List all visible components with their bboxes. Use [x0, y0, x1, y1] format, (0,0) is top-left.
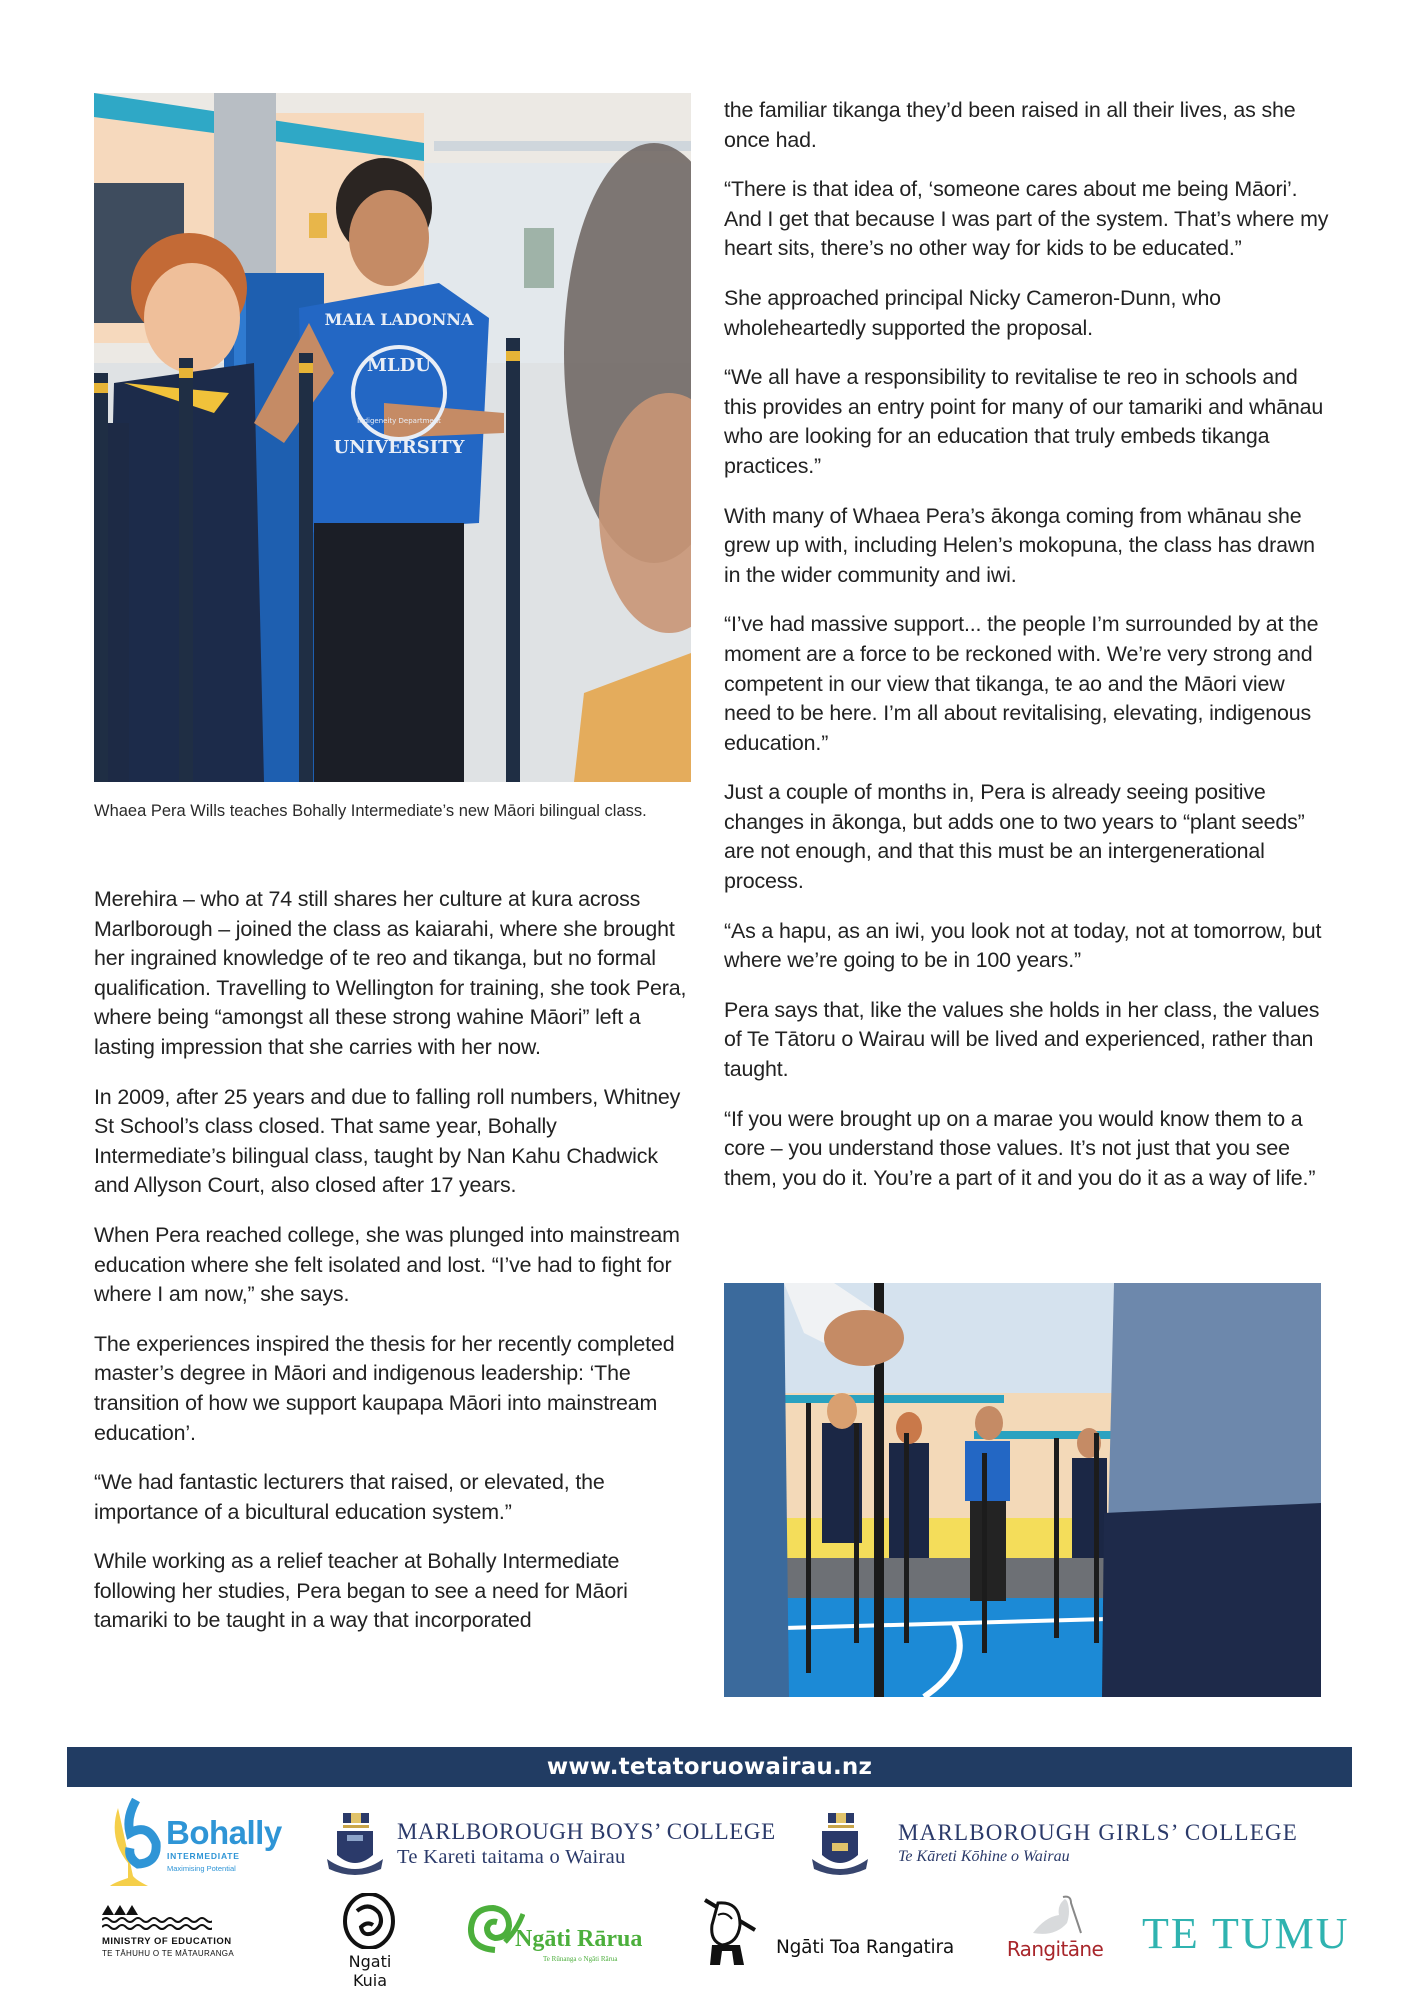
- paragraph: “There is that idea of, ‘someone cares about me being Māori’. And I get that because I was part of the system. That’s where my heart sits, there’s no other way for kids to be educated.”: [724, 177, 1329, 261]
- bohally-intermediate-logo: [108, 1798, 288, 1888]
- rangitane-logo: [1005, 1893, 1105, 1973]
- article-right-column: [724, 96, 1334, 1213]
- article-left-column: [94, 885, 694, 1656]
- ngati-rarua-sub: Te Rūnanga o Ngāti Rārua: [543, 1955, 618, 1963]
- paragraph: With many of Whaea Pera’s ākonga coming from whānau she grew up with, including Helen’s mokopuna, the class has drawn in the wider community and iwi.: [724, 503, 1315, 587]
- class-circle-photo: [724, 1283, 1321, 1697]
- ngati-rarua-logo: [465, 1900, 645, 1970]
- paragraph: “As a hapu, as an iwi, you look not at today, not at tomorrow, but where we’re going to be in 100 years.”: [724, 918, 1322, 973]
- shirt-text-bottom: UNIVERSITY: [333, 437, 465, 458]
- mbc-crest-icon: [325, 1813, 385, 1879]
- paragraph: “If you were brought up on a marae you would know them to a core – you understand those values. It’s not just that you see them, you do it. You’re a part of it and you do it as a way of life.”: [724, 1106, 1316, 1190]
- rangitane-heron-icon: [1025, 1893, 1085, 1939]
- photo-caption: Whaea Pera Wills teaches Bohally Intermediate’s new Māori bilingual class.: [94, 802, 647, 820]
- paragraph: the familiar tikanga they’d been raised in all their lives, as she once had.: [724, 98, 1296, 152]
- marlborough-girls-college-logo: [810, 1813, 1330, 1883]
- ngati-toa-rangatira-logo: [700, 1895, 960, 1970]
- shirt-text-top: MAIA LADONNA: [324, 310, 474, 329]
- moe-waves-icon: [102, 1905, 212, 1933]
- paragraph: The experiences inspired the thesis for her recently completed master’s degree in Māori and indigenous leadership: ‘The transition of how we support kaupapa Māori into mainstream education’.: [94, 1331, 675, 1445]
- shirt-text-mid: MLDU: [367, 355, 431, 376]
- mgc-name: MARLBOROUGH GIRLS’ COLLEGE: [898, 1820, 1299, 1845]
- te-tumu-name: TE TUMU: [1142, 1909, 1350, 1958]
- moe-sub: TE TĀHUHU O TE MĀTAURANGA: [102, 1949, 234, 1958]
- paragraph: “We had fantastic lecturers that raised, or elevated, the importance of a bicultural education system.”: [94, 1470, 605, 1524]
- ngati-toa-name: Ngāti Toa Rangatira: [776, 1937, 955, 1958]
- website-url-link[interactable]: www.tetatoruowairau.nz: [546, 1754, 873, 1780]
- paragraph: She approached principal Nicky Cameron-Dunn, who wholeheartedly supported the proposal.: [724, 285, 1221, 340]
- te-tumu-logo: [1142, 1910, 1357, 1960]
- paragraph: “I’ve had massive support... the people I’m surrounded by at the moment are a force to be reckoned with. We’re very strong and competent in our view that tikanga, te ao and the Māori view need to be here. I’m all about revitalising, elevating, indigenous education.”: [724, 612, 1319, 755]
- teacher-photo: [94, 93, 691, 782]
- paragraph: Just a couple of months in, Pera is already seeing positive changes in ākonga, but adds one to two years to “plant seeds” are not enough, and that this must be an intergenerational process.: [724, 780, 1305, 894]
- bohally-name: Bohally: [166, 1814, 282, 1851]
- bohally-emblem-icon: [108, 1798, 168, 1888]
- shirt-text-small: Indigeneity Department: [357, 417, 441, 425]
- ngati-kuia-emblem-icon: [343, 1893, 395, 1949]
- website-url-banner[interactable]: [67, 1747, 1352, 1787]
- mbc-name: MARLBOROUGH BOYS’ COLLEGE: [397, 1819, 776, 1844]
- mgc-crest-icon: [810, 1813, 870, 1879]
- paragraph: When Pera reached college, she was plunged into mainstream education where she felt isolated and lost. “I’ve had to fight for where I am now,” she says.: [94, 1222, 680, 1307]
- ngati-toa-figure-icon: [700, 1895, 760, 1967]
- paragraph: While working as a relief teacher at Bohally Intermediate following her studies, Pera began to see a need for Māori tamariki to be taught in a way that incorporated: [94, 1549, 628, 1633]
- bohally-sub: INTERMEDIATE: [167, 1851, 240, 1861]
- paragraph: Pera says that, like the values she holds in her class, the values of Te Tātoru o Wairau will be lived and experienced, rather than taught.: [724, 997, 1320, 1082]
- class-circle-photo-illustration: [724, 1283, 1321, 1697]
- ngati-rarua-name: Ngāti Rārua: [515, 1926, 643, 1952]
- mgc-sub: Te Kāreti Kōhine o Wairau: [898, 1848, 1070, 1865]
- bohally-tagline: Maximising Potential: [167, 1864, 236, 1873]
- ngati-kuia-name: Ngati Kuia: [348, 1952, 392, 1990]
- marlborough-boys-college-logo: [325, 1813, 795, 1883]
- paragraph: In 2009, after 25 years and due to falling roll numbers, Whitney St School’s class closed. That same year, Bohally Intermediate’s bilingual class, taught by Nan Kahu Chadwick and Allyson Court, also closed after 17 years.: [94, 1084, 681, 1198]
- paragraph: Merehira – who at 74 still shares her culture at kura across Marlborough – joined the class as kaiarahi, where she brought her ingrained knowledge of te reo and tikanga, but no formal qualification. Travelling to Wellington for training, she took Pera, where being “amongst all these strong wahine Māori” left a lasting impression that she carries with her now.: [94, 887, 687, 1059]
- paragraph: “We all have a responsibility to revitalise te reo in schools and this provides an entry point for many of our tamariki and whānau who are looking for an education that truly embeds tikanga practices.”: [724, 365, 1324, 478]
- rangitane-name: Rangitāne: [1006, 1937, 1104, 1961]
- mbc-sub: Te Kareti taitama o Wairau: [397, 1846, 626, 1868]
- ministry-of-education-logo: [102, 1905, 262, 1965]
- moe-name: MINISTRY OF EDUCATION: [102, 1936, 232, 1947]
- teacher-photo-illustration: [94, 93, 691, 782]
- ngati-kuia-logo: [330, 1893, 410, 1990]
